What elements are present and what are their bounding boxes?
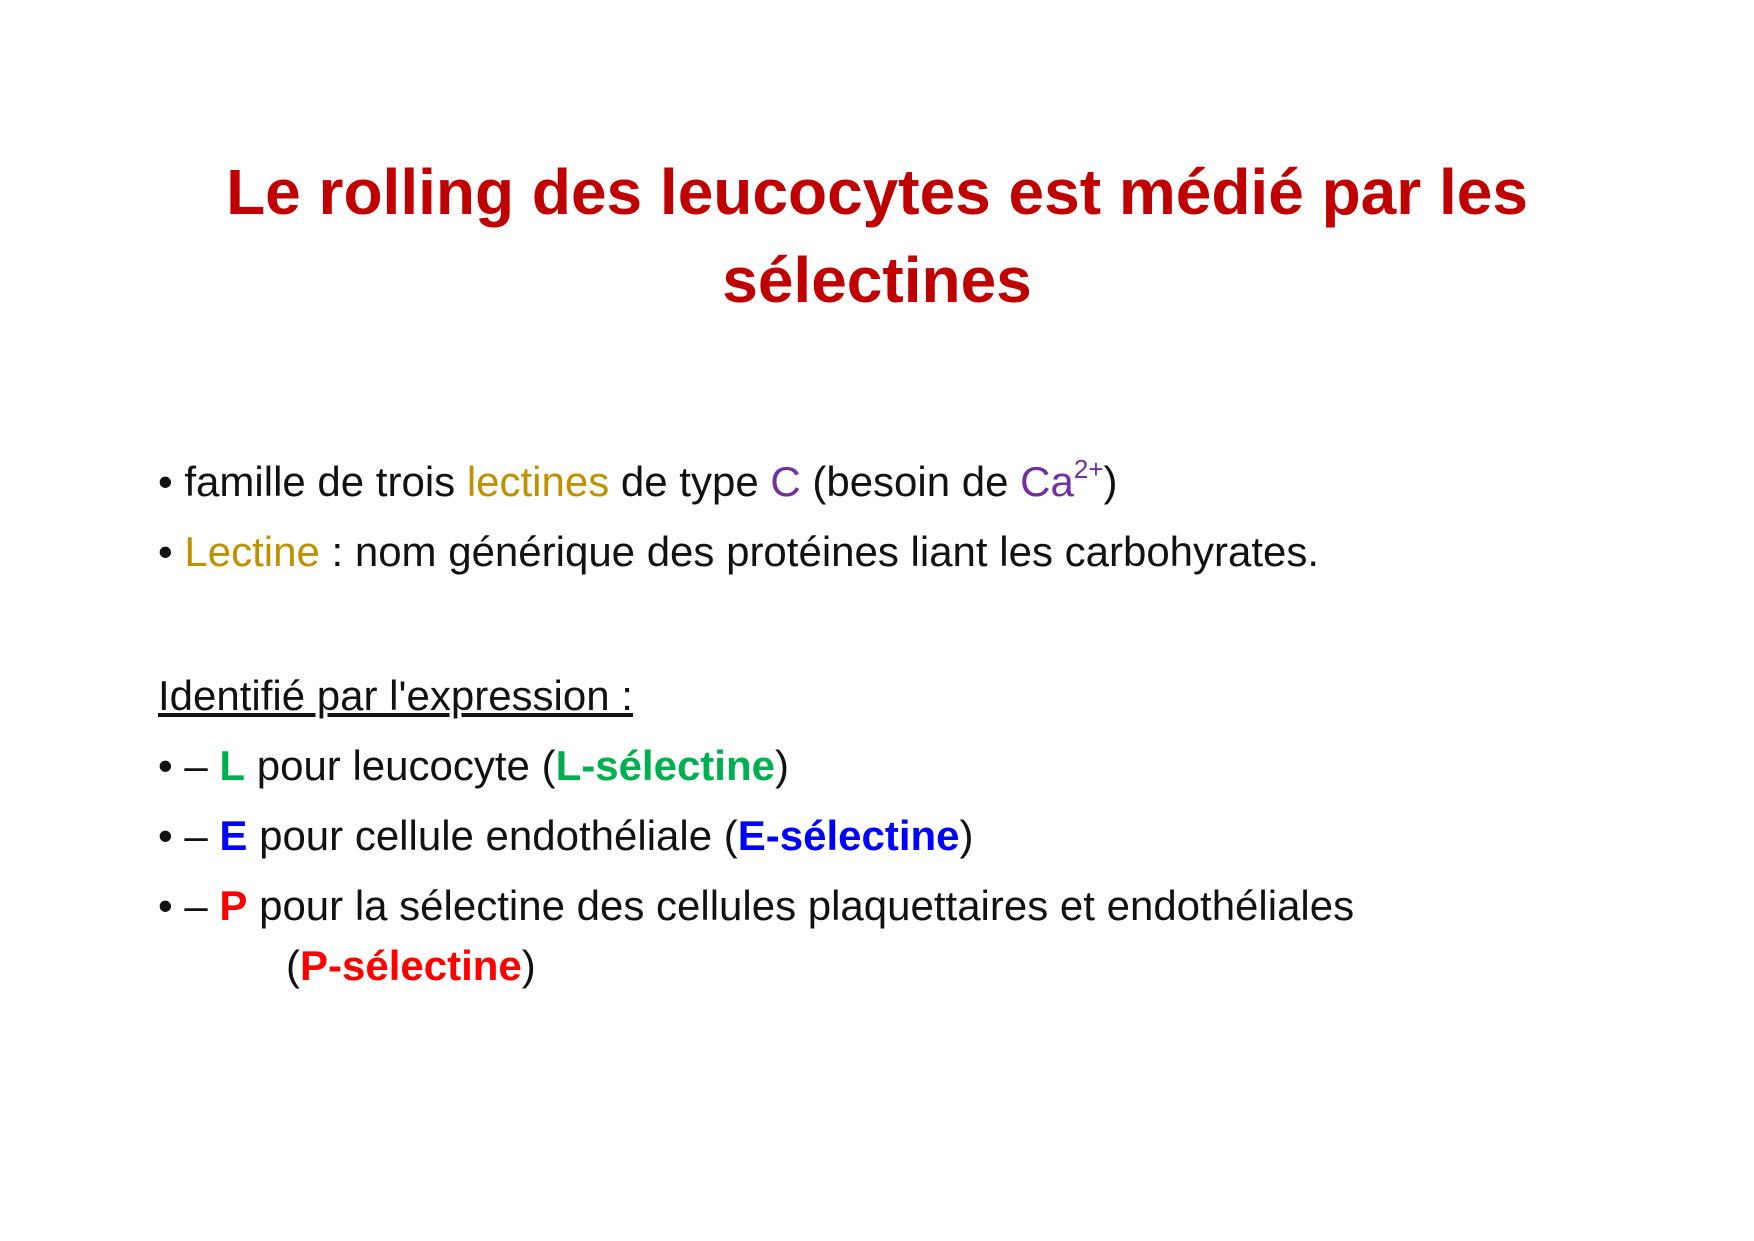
- item-open: (: [286, 942, 300, 989]
- slide-content: [158, 452, 1638, 996]
- bullet-dot: •: [158, 458, 173, 505]
- bullet-lectine-definition: [158, 522, 1638, 582]
- bullet-text: de type: [609, 458, 771, 505]
- lectine-word: Lectine: [184, 528, 320, 575]
- bullet-text: : nom générique des protéines liant les carbohyrates.: [319, 528, 1320, 575]
- letter-e: E: [219, 812, 248, 859]
- letter-p: P: [219, 882, 248, 929]
- expression-heading: Identifié par l'expression :: [158, 672, 633, 719]
- expression-item-e: [158, 806, 1638, 866]
- item-suffix: ): [959, 812, 974, 859]
- lectines-word: lectines: [466, 458, 610, 505]
- item-prefix: • –: [158, 882, 220, 929]
- slide-title: [120, 148, 1634, 324]
- item-text: pour cellule endothéliale (: [247, 812, 738, 859]
- item-prefix: • –: [158, 742, 220, 789]
- bullet-family: [158, 452, 1638, 512]
- title-line-1: Le rolling des leucocytes est médié par les: [226, 156, 1528, 228]
- item-suffix: ): [521, 942, 536, 989]
- item-text: pour leucocyte (: [245, 742, 556, 789]
- l-selectine: L-sélectine: [555, 742, 775, 789]
- bullet-text: ): [1103, 458, 1118, 505]
- expression-item-l: [158, 736, 1638, 796]
- type-c-word: C: [770, 458, 801, 505]
- item-prefix: • –: [158, 812, 220, 859]
- bullet-dot: •: [158, 528, 173, 575]
- item-text: pour la sélectine des cellules plaquettaires et endothéliales: [247, 882, 1355, 929]
- bullet-text: (besoin de: [800, 458, 1021, 505]
- bullet-text: famille de trois: [172, 458, 467, 505]
- item-suffix: ): [774, 742, 789, 789]
- letter-l: L: [219, 742, 246, 789]
- calcium-charge: 2+: [1073, 454, 1104, 484]
- p-selectine: P-sélectine: [300, 942, 522, 989]
- expression-item-p: [158, 876, 1638, 936]
- expression-item-p-continued: [158, 936, 1638, 996]
- e-selectine: E-sélectine: [737, 812, 960, 859]
- title-line-2: sélectines: [722, 244, 1032, 316]
- calcium-symbol: Ca: [1020, 458, 1074, 505]
